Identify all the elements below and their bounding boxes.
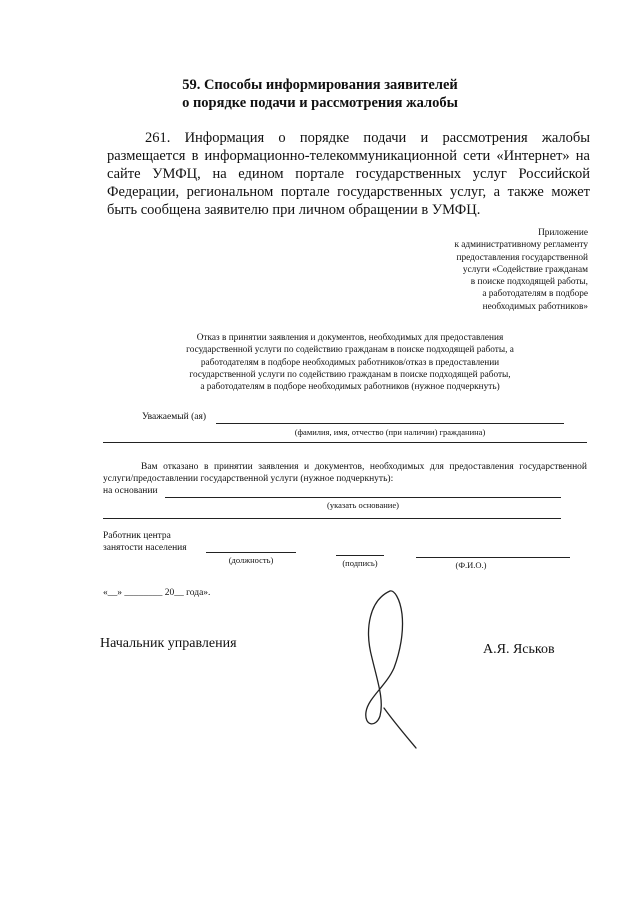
fio-caption: (Ф.И.О.) [455,560,487,570]
form-title-line: работодателям в подборе необходимых работников/отказ в предоставлении [200,357,500,368]
section-heading-line2: о порядке подачи и рассмотрения жалобы [182,95,458,111]
signature-caption: (подпись) [342,558,378,568]
position-underline [206,552,296,553]
refusal-text: Вам отказано в принятии заявления и документов, необходимых для предоставления государственной услуги/предоставлении государственной услуги (нужное подчеркнуть): [103,462,587,484]
appendix-line: услуги «Содействие гражданам [462,264,588,275]
employee-label-line1: Работник центра [103,531,171,541]
section-heading-line1: 59. Способы информирования заявителей [182,77,458,93]
basis-underline [165,497,561,498]
greeting-underline [216,423,564,424]
form-title-line: а работодателям в подборе необходимых работников (нужное подчеркнуть) [200,382,500,393]
appendix-line: в поиске подходящей работы, [470,277,588,288]
greeting-extra-line [103,442,587,443]
employee-label-line2: занятости населения [103,543,187,553]
handwritten-signature [350,588,430,753]
signature-underline [336,555,384,556]
form-title [155,332,545,393]
basis-caption: (указать основание) [327,500,399,510]
fio-underline [416,557,570,558]
paragraph-number: 261. [145,130,171,146]
appendix-line: к административному регламенту [454,240,588,251]
appendix-line: необходимых работников» [482,301,588,312]
official-name: А.Я. Яськов [483,642,555,657]
greeting-label: Уважаемый (ая) [142,412,206,422]
paragraph-text: Информация о порядке подачи и рассмотрения жалобы размещается в информационно-телекоммуникационной сети «Интернет» на сайте УМФЦ, на едином портале государственных услуг Российской Федерации, региональном портале государственных услуг, а также может быть сообщена заявителю при личном обращении в УМФЦ. [107,130,591,218]
official-title: Начальник управления [100,636,237,651]
appendix-line: а работодателям в подборе [482,289,588,300]
greeting-caption: (фамилия, имя, отчество (при наличии) гражданина) [294,427,486,437]
position-caption: (должность) [228,555,274,565]
form-title-line: государственной услуги по содействию гражданам в поиске подходящей работы, [189,369,511,380]
appendix-block [368,227,588,313]
date-line: «__» ________ 20__ года». [103,588,211,598]
paragraph-261 [107,129,590,219]
form-title-line: Отказ в принятии заявления и документов, необходимых для предоставления [196,333,504,343]
basis-label: на основании [103,486,158,496]
appendix-line: предоставления государственной [456,252,588,263]
section-heading [0,76,640,112]
form-title-line: государственной услуги по содействию гражданам в поиске подходящей работы, а [186,345,514,356]
appendix-line: Приложение [538,228,588,238]
basis-extra-line [103,518,561,519]
